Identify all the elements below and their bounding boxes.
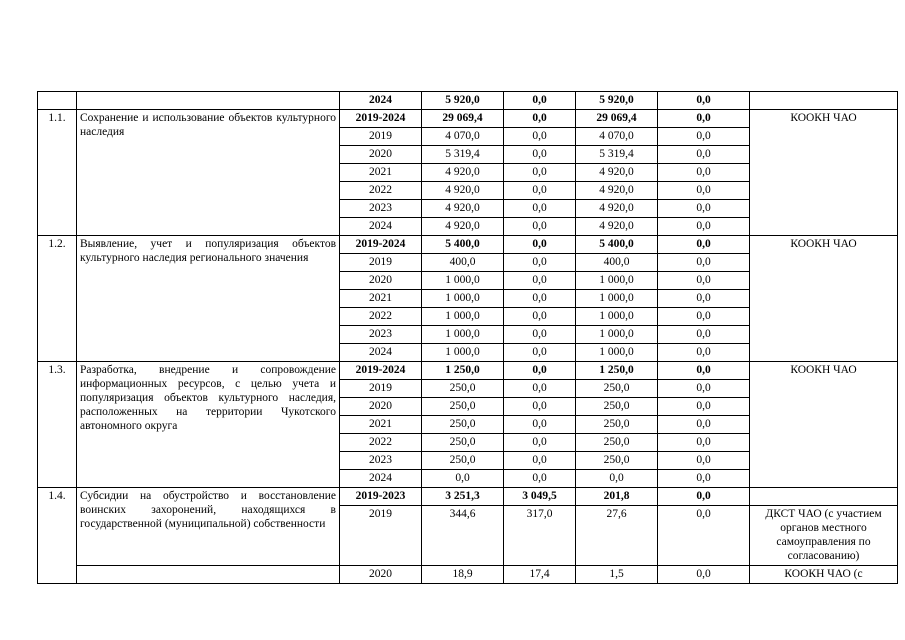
table-row (38, 488, 898, 506)
executor-cell: КООКН ЧАО (750, 236, 898, 362)
total-cell: 1 250,0 (422, 362, 504, 380)
total-cell: 1 000,0 (422, 290, 504, 308)
federal-cell: 3 049,5 (504, 488, 576, 506)
number-cell (38, 92, 77, 110)
year-cell: 2019-2024 (340, 110, 422, 128)
other-cell: 0,0 (658, 182, 750, 200)
year-cell: 2023 (340, 452, 422, 470)
table-row (38, 566, 898, 584)
regional-cell: 0,0 (576, 470, 658, 488)
executor-cell: КООКН ЧАО (с (750, 566, 898, 584)
regional-cell: 400,0 (576, 254, 658, 272)
regional-cell: 201,8 (576, 488, 658, 506)
year-cell: 2024 (340, 344, 422, 362)
total-cell: 4 920,0 (422, 164, 504, 182)
year-cell: 2022 (340, 434, 422, 452)
federal-cell: 0,0 (504, 308, 576, 326)
executor-cell: КООКН ЧАО (750, 110, 898, 236)
year-cell: 2019-2024 (340, 236, 422, 254)
year-cell: 2019-2024 (340, 362, 422, 380)
name-cell (77, 566, 340, 584)
total-cell: 250,0 (422, 380, 504, 398)
regional-cell: 5 920,0 (576, 92, 658, 110)
total-cell: 18,9 (422, 566, 504, 584)
item-number: 1.4. (38, 488, 77, 584)
regional-cell: 29 069,4 (576, 110, 658, 128)
item-number: 1.3. (38, 362, 77, 488)
total-cell: 1 000,0 (422, 344, 504, 362)
year-cell: 2019 (340, 506, 422, 566)
year-cell: 2020 (340, 566, 422, 584)
year-cell: 2019 (340, 254, 422, 272)
federal-cell: 0,0 (504, 236, 576, 254)
regional-cell: 1 000,0 (576, 272, 658, 290)
total-cell: 400,0 (422, 254, 504, 272)
federal-cell: 0,0 (504, 164, 576, 182)
item-name: Разработка, внедрение и сопровождение информационных ресурсов, с целью учета и популяризация объектов культурного наследия, расположенных на территории Чукотского автономного округа (77, 362, 340, 488)
item-number: 1.1. (38, 110, 77, 236)
total-cell: 1 000,0 (422, 272, 504, 290)
federal-cell: 0,0 (504, 398, 576, 416)
other-cell: 0,0 (658, 344, 750, 362)
federal-cell: 0,0 (504, 182, 576, 200)
other-cell: 0,0 (658, 362, 750, 380)
other-cell: 0,0 (658, 200, 750, 218)
regional-cell: 250,0 (576, 434, 658, 452)
other-cell: 0,0 (658, 146, 750, 164)
year-cell: 2024 (340, 92, 422, 110)
total-cell: 4 070,0 (422, 128, 504, 146)
other-cell: 0,0 (658, 470, 750, 488)
year-cell: 2020 (340, 272, 422, 290)
regional-cell: 4 920,0 (576, 182, 658, 200)
other-cell: 0,0 (658, 164, 750, 182)
federal-cell: 0,0 (504, 146, 576, 164)
total-cell: 5 319,4 (422, 146, 504, 164)
executor-cell: ДКСТ ЧАО (с участием органов местного самоуправления по согласованию) (750, 506, 898, 566)
budget-table (37, 91, 898, 584)
year-cell: 2019-2023 (340, 488, 422, 506)
total-cell: 4 920,0 (422, 200, 504, 218)
total-cell: 344,6 (422, 506, 504, 566)
other-cell: 0,0 (658, 110, 750, 128)
other-cell: 0,0 (658, 218, 750, 236)
year-cell: 2019 (340, 380, 422, 398)
federal-cell: 0,0 (504, 362, 576, 380)
federal-cell: 0,0 (504, 434, 576, 452)
other-cell: 0,0 (658, 92, 750, 110)
year-cell: 2023 (340, 326, 422, 344)
regional-cell: 250,0 (576, 452, 658, 470)
regional-cell: 1 000,0 (576, 344, 658, 362)
table-row (38, 92, 898, 110)
other-cell: 0,0 (658, 254, 750, 272)
executor-cell (750, 488, 898, 506)
federal-cell: 0,0 (504, 344, 576, 362)
regional-cell: 1 250,0 (576, 362, 658, 380)
regional-cell: 4 920,0 (576, 218, 658, 236)
regional-cell: 250,0 (576, 416, 658, 434)
regional-cell: 4 070,0 (576, 128, 658, 146)
year-cell: 2021 (340, 416, 422, 434)
other-cell: 0,0 (658, 272, 750, 290)
federal-cell: 0,0 (504, 416, 576, 434)
federal-cell: 0,0 (504, 128, 576, 146)
table-row (38, 236, 898, 254)
executor-cell: КООКН ЧАО (750, 362, 898, 488)
year-cell: 2023 (340, 200, 422, 218)
year-cell: 2022 (340, 182, 422, 200)
other-cell: 0,0 (658, 308, 750, 326)
item-name: Сохранение и использование объектов культурного наследия (77, 110, 340, 236)
total-cell: 1 000,0 (422, 326, 504, 344)
other-cell: 0,0 (658, 290, 750, 308)
regional-cell: 250,0 (576, 398, 658, 416)
regional-cell: 4 920,0 (576, 164, 658, 182)
other-cell: 0,0 (658, 506, 750, 566)
other-cell: 0,0 (658, 434, 750, 452)
total-cell: 4 920,0 (422, 218, 504, 236)
year-cell: 2020 (340, 398, 422, 416)
federal-cell: 0,0 (504, 110, 576, 128)
other-cell: 0,0 (658, 566, 750, 584)
regional-cell: 27,6 (576, 506, 658, 566)
federal-cell: 0,0 (504, 254, 576, 272)
federal-cell: 17,4 (504, 566, 576, 584)
federal-cell: 0,0 (504, 290, 576, 308)
total-cell: 250,0 (422, 416, 504, 434)
regional-cell: 5 319,4 (576, 146, 658, 164)
year-cell: 2019 (340, 128, 422, 146)
other-cell: 0,0 (658, 416, 750, 434)
federal-cell: 0,0 (504, 200, 576, 218)
other-cell: 0,0 (658, 326, 750, 344)
table-row (38, 362, 898, 380)
regional-cell: 1 000,0 (576, 326, 658, 344)
regional-cell: 250,0 (576, 380, 658, 398)
year-cell: 2020 (340, 146, 422, 164)
name-cell (77, 92, 340, 110)
year-cell: 2024 (340, 218, 422, 236)
other-cell: 0,0 (658, 452, 750, 470)
other-cell: 0,0 (658, 128, 750, 146)
executor-cell (750, 92, 898, 110)
year-cell: 2022 (340, 308, 422, 326)
item-name: Выявление, учет и популяризация объектов культурного наследия регионального значения (77, 236, 340, 362)
total-cell: 4 920,0 (422, 182, 504, 200)
total-cell: 1 000,0 (422, 308, 504, 326)
other-cell: 0,0 (658, 398, 750, 416)
total-cell: 5 400,0 (422, 236, 504, 254)
other-cell: 0,0 (658, 236, 750, 254)
total-cell: 5 920,0 (422, 92, 504, 110)
federal-cell: 0,0 (504, 326, 576, 344)
regional-cell: 1,5 (576, 566, 658, 584)
total-cell: 250,0 (422, 452, 504, 470)
regional-cell: 4 920,0 (576, 200, 658, 218)
total-cell: 29 069,4 (422, 110, 504, 128)
federal-cell: 0,0 (504, 470, 576, 488)
table-row (38, 110, 898, 128)
federal-cell: 0,0 (504, 218, 576, 236)
item-name: Субсидии на обустройство и восстановление воинских захоронений, находящихся в государственной (муниципальной) собственности (77, 488, 340, 566)
other-cell: 0,0 (658, 488, 750, 506)
total-cell: 250,0 (422, 434, 504, 452)
federal-cell: 0,0 (504, 380, 576, 398)
federal-cell: 0,0 (504, 272, 576, 290)
total-cell: 3 251,3 (422, 488, 504, 506)
total-cell: 250,0 (422, 398, 504, 416)
regional-cell: 1 000,0 (576, 290, 658, 308)
regional-cell: 5 400,0 (576, 236, 658, 254)
federal-cell: 0,0 (504, 92, 576, 110)
item-number: 1.2. (38, 236, 77, 362)
year-cell: 2021 (340, 290, 422, 308)
federal-cell: 317,0 (504, 506, 576, 566)
other-cell: 0,0 (658, 380, 750, 398)
year-cell: 2024 (340, 470, 422, 488)
total-cell: 0,0 (422, 470, 504, 488)
federal-cell: 0,0 (504, 452, 576, 470)
year-cell: 2021 (340, 164, 422, 182)
regional-cell: 1 000,0 (576, 308, 658, 326)
